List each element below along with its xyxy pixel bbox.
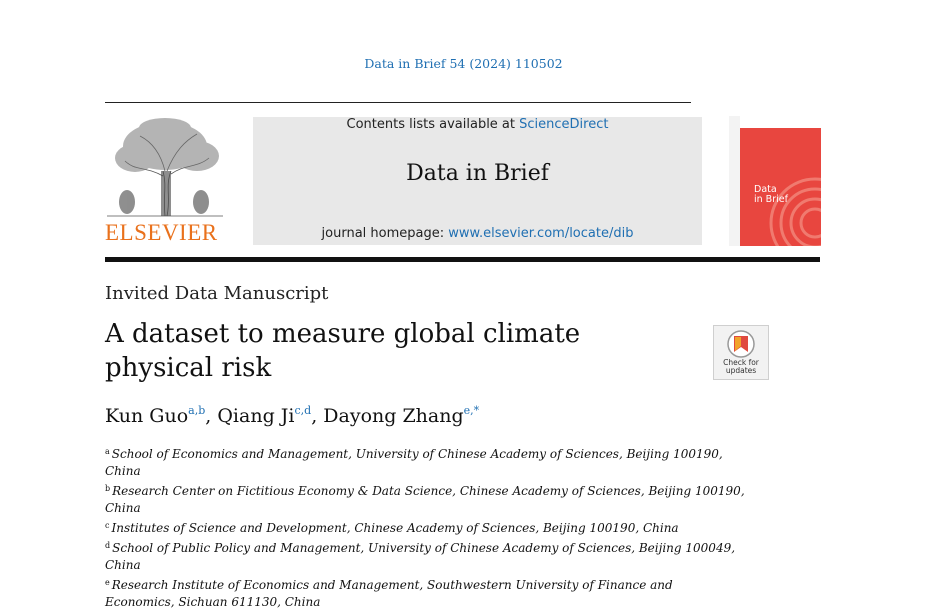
- affiliation-key: c: [105, 521, 110, 530]
- cover-spine: [729, 116, 740, 246]
- contents-prefix: Contents lists available at: [346, 117, 520, 132]
- header-divider: [105, 257, 820, 262]
- affiliation-item: [105, 480, 745, 517]
- affiliation-key: b: [105, 484, 111, 493]
- check-for-updates-button[interactable]: [713, 325, 769, 380]
- cover-title-line1: Data: [754, 184, 777, 195]
- affiliation-key: d: [105, 541, 111, 550]
- bookmark-icon: [714, 328, 768, 362]
- author-name: Dayong Zhang: [323, 405, 464, 427]
- author-list: Kun Guo$^{a,b}$, Qiang Ji$^{c,d}$, Dayong Zhang$^{e,*}$: [105, 404, 480, 427]
- journal-name: Data in Brief: [406, 161, 549, 186]
- affiliation-text: Research Center on Fictitious Economy & Data Science, Chinese Academy of Sciences, Beijing 100190, China: [105, 484, 745, 515]
- publisher-logo[interactable]: [105, 116, 225, 246]
- author-affiliation-link[interactable]: e,*: [463, 404, 480, 417]
- affiliation-key: e: [105, 578, 110, 587]
- cover-title-line2: in Brief: [754, 194, 788, 205]
- affiliation-item: [105, 443, 745, 480]
- cover-title: [754, 185, 788, 205]
- author-affiliation-link[interactable]: c,d: [294, 404, 312, 417]
- affiliation-item: [105, 574, 745, 611]
- journal-citation-link[interactable]: Data in Brief 54 (2024) 110502: [364, 56, 563, 71]
- article-type: Invited Data Manuscript: [105, 283, 329, 304]
- affiliation-list: [105, 443, 745, 611]
- tree-emblem-icon: [105, 116, 225, 220]
- affiliation-text: School of Economics and Management, University of Chinese Academy of Sciences, Beijing 100190, China: [105, 447, 723, 478]
- affiliation-text: School of Public Policy and Management, University of Chinese Academy of Sciences, Beijing 100049, China: [105, 541, 736, 572]
- homepage-prefix: journal homepage:: [321, 226, 449, 241]
- author-affiliation-link[interactable]: a,b: [188, 404, 206, 417]
- article-title: A dataset to measure global climate physical risk: [105, 319, 581, 383]
- top-divider: [105, 102, 691, 103]
- affiliation-text: Research Institute of Economics and Management, Southwestern University of Finance and Economics, Sichuan 611130, China: [105, 578, 673, 609]
- contents-availability: [253, 117, 702, 132]
- journal-homepage: [253, 226, 702, 241]
- check-updates-line1: Check for: [723, 358, 759, 367]
- journal-cover[interactable]: [729, 116, 821, 246]
- homepage-link[interactable]: www.elsevier.com/locate/dib: [448, 226, 634, 241]
- check-updates-label: [714, 359, 768, 375]
- author-name: Qiang Ji: [217, 405, 295, 427]
- check-updates-line2: updates: [725, 366, 757, 375]
- sciencedirect-link[interactable]: ScienceDirect: [519, 117, 609, 132]
- affiliation-key: a: [105, 447, 110, 456]
- author-name: Kun Guo: [105, 405, 189, 427]
- journal-info-box: [253, 117, 702, 245]
- affiliation-text: Institutes of Science and Development, Chinese Academy of Sciences, Beijing 100190, China: [111, 521, 679, 535]
- cover-face: [740, 128, 821, 246]
- affiliation-item: [105, 517, 745, 537]
- publisher-wordmark: ELSEVIER: [105, 220, 218, 245]
